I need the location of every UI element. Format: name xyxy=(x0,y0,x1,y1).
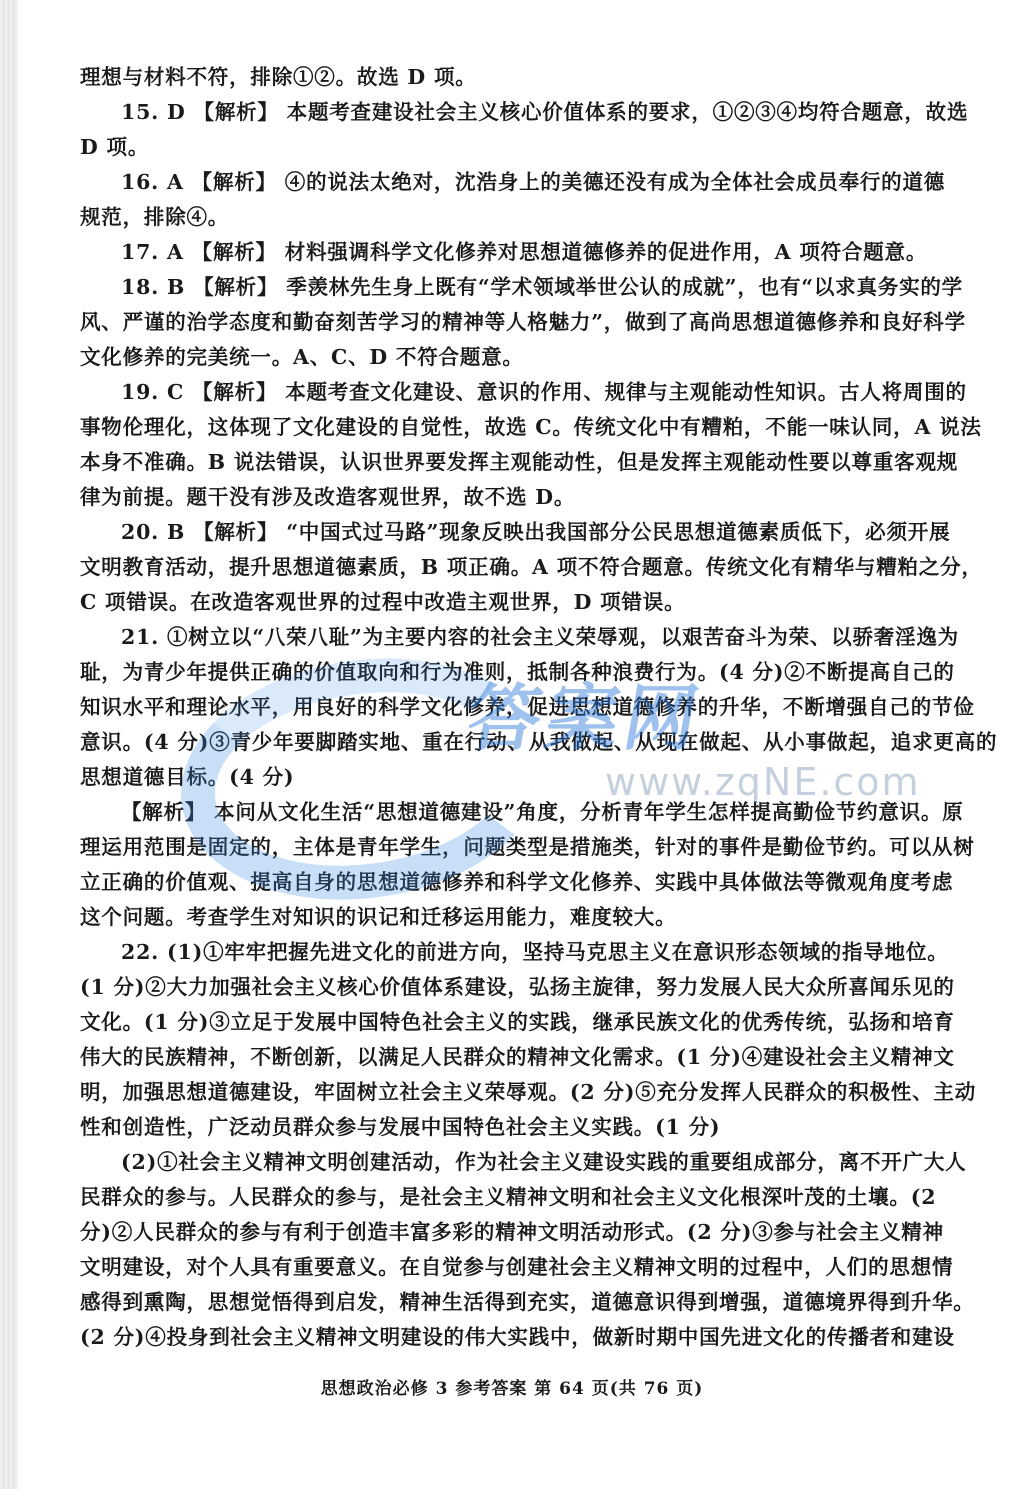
watermark-text: 答案网 xyxy=(461,676,711,760)
text-line: 伟大的民族精神，不断创新，以满足人民群众的精神文化需求。(1 分)④建设社会主义精神文 xyxy=(80,1045,955,1069)
text-line: 文化修养的完美统一。A、C、D 不符合题意。 xyxy=(80,345,524,369)
page-footer: 思想政治必修 3 参考答案 第 64 页(共 76 页) xyxy=(320,1379,704,1399)
text-line: 立正确的价值观、提高自身的思想道德修养和科学文化修养、实践中具体做法等微观角度考虑 xyxy=(80,870,954,894)
text-line: 明，加强思想道德建设，牢固树立社会主义荣辱观。(2 分)⑤充分发挥人民群众的积极性、主动 xyxy=(80,1080,976,1104)
text-line: 分)②人民群众的参与有利于创造丰富多彩的精神文明活动形式。(2 分)③参与社会主义精神 xyxy=(80,1220,944,1244)
text-line: 知识水平和理论水平，用良好的科学文化修养，促进思想道德修养的升华，不断增强自己的节俭 xyxy=(80,695,975,719)
text-line: 民群众的参与。人民群众的参与，是社会主义精神文明和社会主义文化根深叶茂的土壤。(2 xyxy=(80,1185,937,1209)
text-line: 【解析】 本问从文化生活“思想道德建设”角度，分析青年学生怎样提高勤俭节约意识。原 xyxy=(121,800,964,824)
text-line: 21. ①树立以“八荣八耻”为主要内容的社会主义荣辱观，以艰苦奋斗为荣、以骄奢淫逸为 xyxy=(121,625,959,649)
text-line: 事物伦理化，这体现了文化建设的自觉性，故选 C。传统文化中有糟粕，不能一味认同，A 说法 xyxy=(80,415,982,439)
text-line: C 项错误。在改造客观世界的过程中改造主观世界，D 项错误。 xyxy=(80,590,686,614)
text-line: 22. (1)①牢牢把握先进文化的前进方向，坚持马克思主义在意识形态领域的指导地位。 xyxy=(121,940,949,964)
text-line: 18. B 【解析】 季羡林先生身上既有“学术领域举世公认的成就”，也有“以求真务实的学 xyxy=(121,275,963,299)
text-line: 文明教育活动，提升思想道德素质，B 项正确。A 项不符合题意。传统文化有精华与糟粕之分， xyxy=(80,555,983,579)
text-line: 感得到熏陶，思想觉悟得到启发，精神生活得到充实，道德意识得到增强，道德境界得到升华。 xyxy=(80,1290,975,1314)
text-line: 意识。(4 分)③青少年要脚踏实地、重在行动、从我做起、从现在做起、从小事做起，追求更高的 xyxy=(80,730,998,754)
text-line: 耻，为青少年提供正确的价值取向和行为准则，抵制各种浪费行为。(4 分)②不断提高自己的 xyxy=(80,660,955,684)
text-line: 17. A 【解析】 材料强调科学文化修养对思想道德修养的促进作用，A 项符合题意。 xyxy=(121,240,928,264)
text-line: 性和创造性，广泛动员群众参与发展中国特色社会主义实践。(1 分) xyxy=(80,1115,721,1139)
text-line: 理运用范围是固定的，主体是青年学生，问题类型是措施类，针对的事件是勤俭节约。可以从树 xyxy=(80,835,975,859)
text-line: (2)①社会主义精神文明创建活动，作为社会主义建设实践的重要组成部分，离不开广大人 xyxy=(121,1150,967,1174)
text-line: (2 分)④投身到社会主义精神文明建设的伟大实践中，做新时期中国先进文化的传播者和建设 xyxy=(80,1325,955,1349)
text-line: 文化。(1 分)③立足于发展中国特色社会主义的实践，继承民族文化的优秀传统，弘扬和培育 xyxy=(80,1010,955,1034)
text-line: 20. B 【解析】 “中国式过马路”现象反映出我国部分公民思想道德素质低下，必须开展 xyxy=(121,520,951,544)
text-line: 19. C 【解析】 本题考查文化建设、意识的作用、规律与主观能动性知识。古人将周围的 xyxy=(121,380,967,404)
text-line: 风、严谨的治学态度和勤奋刻苦学习的精神等人格魅力”，做到了高尚思想道德修养和良好科学 xyxy=(80,310,966,334)
text-line: 理想与材料不符，排除①②。故选 D 项。 xyxy=(80,65,477,89)
text-line: 15. D 【解析】 本题考查建设社会主义核心价值体系的要求，①②③④均符合题意，故选 xyxy=(121,100,969,124)
text-line: 思想道德目标。(4 分) xyxy=(80,765,295,789)
text-line: (1 分)②大力加强社会主义核心价值体系建设，弘扬主旋律，努力发展人民大众所喜闻乐见的 xyxy=(80,975,955,999)
watermark-url: www.zqNE.com xyxy=(605,760,921,804)
text-line: 文明建设，对个人具有重要意义。在自觉参与创建社会主义精神文明的过程中，人们的思想情 xyxy=(80,1255,954,1279)
text-line: D 项。 xyxy=(80,135,150,159)
scan-edge xyxy=(0,0,18,1489)
text-line: 本身不准确。B 说法错误，认识世界要发挥主观能动性，但是发挥主观能动性要以尊重客观规 xyxy=(80,450,959,474)
text-line: 律为前提。题干没有涉及改造客观世界，故不选 D。 xyxy=(80,485,576,509)
text-line: 这个问题。考查学生对知识的识记和迁移运用能力，难度较大。 xyxy=(80,905,677,929)
text-line: 规范，排除④。 xyxy=(80,205,230,229)
text-line: 16. A 【解析】 ④的说法太绝对，沈浩身上的美德还没有成为全体社会成员奉行的道德 xyxy=(121,170,946,194)
